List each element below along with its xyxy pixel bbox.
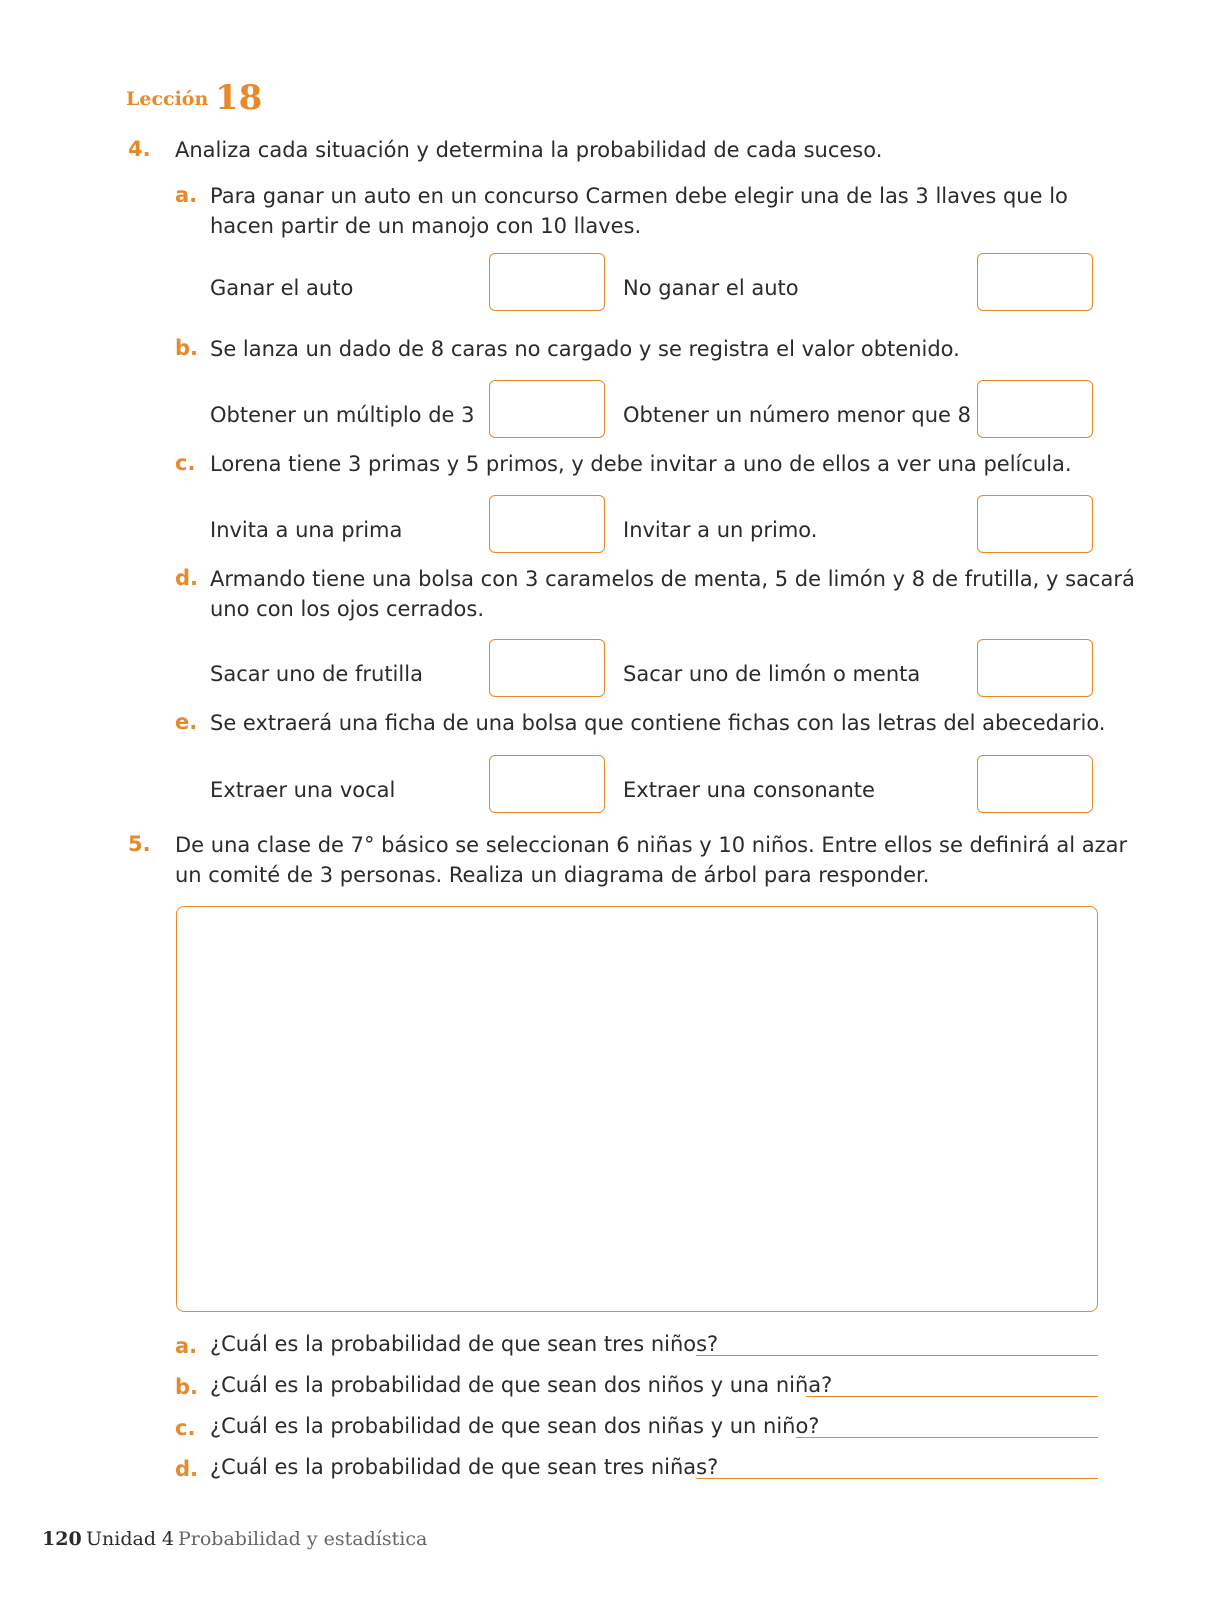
item-4a-text-line2: hacen partir de un manojo con 10 llaves.	[210, 214, 642, 238]
tree-diagram-area[interactable]	[176, 906, 1098, 1312]
item-5b-text: ¿Cuál es la probabilidad de que sean dos niños y una niña?	[210, 1373, 833, 1397]
lesson-label: Lección	[126, 88, 209, 110]
item-4c-text-line1: Lorena tiene 3 primas y 5 primos, y debe invitar a uno de ellos a ver una película.	[210, 452, 1072, 476]
item-4d-letter: d.	[175, 566, 199, 590]
item-4a-letter: a.	[175, 183, 198, 207]
item-5d-text: ¿Cuál es la probabilidad de que sean tres niñas?	[210, 1455, 719, 1479]
item-4d-right-label: Sacar uno de limón o menta	[623, 662, 921, 686]
item-4b-text-line1: Se lanza un dado de 8 caras no cargado y se registra el valor obtenido.	[210, 337, 960, 361]
item-4a-right-label: No ganar el auto	[623, 276, 799, 300]
question-4-text: Analiza cada situación y determina la probabilidad de cada suceso.	[175, 138, 883, 162]
item-5a-letter: a.	[175, 1334, 198, 1358]
footer-unit: Unidad 4	[86, 1528, 175, 1550]
item-4c-left-label: Invita a una prima	[210, 518, 403, 542]
item-5d-letter: d.	[175, 1457, 199, 1481]
item-5b-letter: b.	[175, 1375, 199, 1399]
item-4a-left-answer-box[interactable]	[489, 253, 605, 311]
item-4b-right-label: Obtener un número menor que 8	[623, 403, 971, 427]
item-4c-letter: c.	[175, 451, 196, 475]
item-4d-left-label: Sacar uno de frutilla	[210, 662, 423, 686]
item-5c-answer-line[interactable]	[796, 1437, 1098, 1438]
item-4c-left-answer-box[interactable]	[489, 495, 605, 553]
item-4b-letter: b.	[175, 336, 199, 360]
item-4c-right-label: Invitar a un primo.	[623, 518, 818, 542]
page-number: 120	[42, 1528, 82, 1550]
item-4e-right-answer-box[interactable]	[977, 755, 1093, 813]
item-5d-answer-line[interactable]	[696, 1478, 1098, 1479]
item-4e-right-label: Extraer una consonante	[623, 778, 875, 802]
lesson-number: 18	[215, 78, 263, 118]
item-5c-letter: c.	[175, 1416, 196, 1440]
item-5a-answer-line[interactable]	[696, 1355, 1098, 1356]
item-4d-left-answer-box[interactable]	[489, 639, 605, 697]
item-5a-text: ¿Cuál es la probabilidad de que sean tres niños?	[210, 1332, 719, 1356]
item-4d-text-line1: Armando tiene una bolsa con 3 caramelos de menta, 5 de limón y 8 de frutilla, y sacará	[210, 567, 1135, 591]
item-4a-right-answer-box[interactable]	[977, 253, 1093, 311]
item-4c-right-answer-box[interactable]	[977, 495, 1093, 553]
footer-topic: Probabilidad y estadística	[178, 1528, 428, 1550]
item-5b-answer-line[interactable]	[806, 1396, 1098, 1397]
item-4e-left-answer-box[interactable]	[489, 755, 605, 813]
item-4e-letter: e.	[175, 710, 198, 734]
item-4d-right-answer-box[interactable]	[977, 639, 1093, 697]
item-4b-left-label: Obtener un múltiplo de 3	[210, 403, 475, 427]
item-4b-right-answer-box[interactable]	[977, 380, 1093, 438]
item-4e-text-line1: Se extraerá una ficha de una bolsa que contiene fichas con las letras del abecedario.	[210, 711, 1106, 735]
item-4a-left-label: Ganar el auto	[210, 276, 354, 300]
question-4-number: 4.	[128, 137, 151, 161]
question-5-text-line2: un comité de 3 personas. Realiza un diagrama de árbol para responder.	[175, 863, 930, 887]
item-4d-text-line2: uno con los ojos cerrados.	[210, 597, 484, 621]
item-5c-text: ¿Cuál es la probabilidad de que sean dos niñas y un niño?	[210, 1414, 820, 1438]
question-5-number: 5.	[128, 832, 151, 856]
item-4e-left-label: Extraer una vocal	[210, 778, 396, 802]
item-4a-text-line1: Para ganar un auto en un concurso Carmen debe elegir una de las 3 llaves que lo	[210, 184, 1068, 208]
question-5-text-line1: De una clase de 7° básico se seleccionan 6 niñas y 10 niños. Entre ellos se definirá al azar	[175, 833, 1128, 857]
item-4b-left-answer-box[interactable]	[489, 380, 605, 438]
